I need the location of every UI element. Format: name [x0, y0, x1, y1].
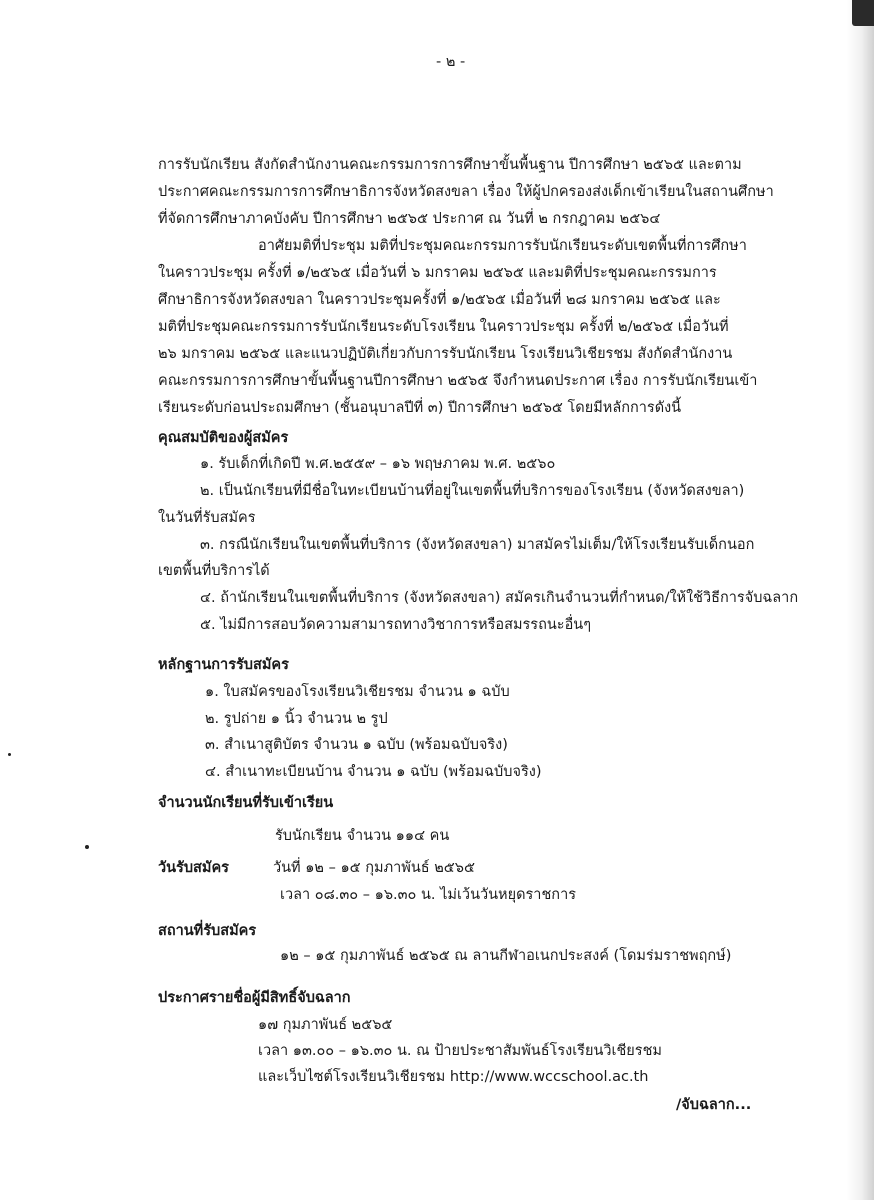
capacity-text: รับนักเรียน จำนวน ๑๑๔ คน	[275, 828, 450, 844]
scan-speck	[8, 753, 11, 756]
document-item-3: ๓. สำเนาสูติบัตร จำนวน ๑ ฉบับ (พร้อมฉบับจริง)	[205, 737, 508, 753]
application-time: เวลา ๐๘.๓๐ – ๑๖.๓๐ น. ไม่เว้นวันหยุดราชการ	[280, 887, 576, 903]
intro-line-2: ประกาศคณะกรรมการการศึกษาธิการจังหวัดสงขลา เรื่อง ให้ผู้ปกครองส่งเด็กเข้าเรียนในสถานศึกษา	[158, 184, 774, 200]
qualification-item-3: ๓. กรณีนักเรียนในเขตพื้นที่บริการ (จังหวัดสงขลา) มาสมัครไม่เต็ม/ให้โรงเรียนรับเด็กนอก	[200, 537, 755, 553]
intro-line-5: ในคราวประชุม ครั้งที่ ๑/๒๕๖๕ เมื่อวันที่ ๖ มกราคม ๒๕๖๕ และมติที่ประชุมคณะกรรมการ	[158, 265, 717, 281]
intro-line-8: ๒๖ มกราคม ๒๕๖๕ และแนวปฏิบัติเกี่ยวกับการรับนักเรียน โรงเรียนวิเชียรชม สังกัดสำนักงาน	[158, 346, 733, 362]
qualification-item-5: ๕. ไม่มีการสอบวัดความสามารถทางวิชาการหรือสมรรถนะอื่นๆ	[200, 617, 591, 633]
scan-speck	[85, 845, 89, 849]
documents-heading: หลักฐานการรับสมัคร	[158, 657, 289, 673]
qualification-item-3-cont: เขตพื้นที่บริการได้	[158, 563, 270, 579]
application-dates-heading: วันรับสมัคร	[158, 860, 229, 876]
qualification-item-2: ๒. เป็นนักเรียนที่มีชื่อในทะเบียนบ้านที่อยู่ในเขตพื้นที่บริการของโรงเรียน (จังหวัดสงขลา)	[200, 483, 745, 499]
qualification-item-4: ๔. ถ้านักเรียนในเขตพื้นที่บริการ (จังหวัดสงขลา) สมัครเกินจำนวนที่กำหนด/ให้ใช้วิธีการจับฉลาก	[200, 590, 799, 606]
document-item-4: ๔. สำเนาทะเบียนบ้าน จำนวน ๑ ฉบับ (พร้อมฉบับจริง)	[205, 764, 542, 780]
document-item-1: ๑. ใบสมัครของโรงเรียนวิเชียรชม จำนวน ๑ ฉบับ	[205, 684, 510, 700]
location-text: ๑๒ – ๑๕ กุมภาพันธ์ ๒๕๖๕ ณ ลานกีฬาอเนกประสงค์ (โดมร่มราชพฤกษ์)	[280, 948, 732, 964]
announcement-heading: ประกาศรายชื่อผู้มีสิทธิ์จับฉลาก	[158, 990, 351, 1006]
application-date: วันที่ ๑๒ – ๑๕ กุมภาพันธ์ ๒๕๖๕	[273, 860, 475, 876]
scan-shadow-edge	[846, 0, 874, 1200]
intro-line-3: ที่จัดการศึกษาภาคบังคับ ปีการศึกษา ๒๕๖๕ ประกาศ ณ วันที่ ๒ กรกฎาคม ๒๕๖๔	[158, 211, 661, 227]
announcement-website: และเว็บไซต์โรงเรียนวิเชียรชม http://www.wccschool.ac.th	[258, 1069, 649, 1085]
announcement-date: ๑๗ กุมภาพันธ์ ๒๕๖๕	[258, 1017, 393, 1033]
qualifications-heading: คุณสมบัติของผู้สมัคร	[158, 430, 289, 446]
location-heading: สถานที่รับสมัคร	[158, 923, 257, 939]
scan-corner-mark	[852, 0, 874, 26]
intro-line-9: คณะกรรมการการศึกษาขั้นพื้นฐานปีการศึกษา ๒๕๖๕ จึงกำหนดประกาศ เรื่อง การรับนักเรียนเข้า	[158, 373, 758, 389]
qualification-item-1: ๑. รับเด็กที่เกิดปี พ.ศ.๒๕๕๙ – ๑๖ พฤษภาคม พ.ศ. ๒๕๖๐	[200, 456, 556, 472]
intro-line-1: การรับนักเรียน สังกัดสำนักงานคณะกรรมการการศึกษาขั้นพื้นฐาน ปีการศึกษา ๒๕๖๕ และตาม	[158, 157, 742, 173]
announcement-time-place: เวลา ๑๓.๐๐ – ๑๖.๓๐ น. ณ ป้ายประชาสัมพันธ์โรงเรียนวิเชียรชม	[258, 1043, 662, 1059]
intro-line-4: อาศัยมติที่ประชุม มติที่ประชุมคณะกรรมการรับนักเรียนระดับเขตพื้นที่การศึกษา	[258, 238, 747, 254]
qualification-item-2-cont: ในวันที่รับสมัคร	[158, 510, 256, 526]
intro-line-10: เรียนระดับก่อนประถมศึกษา (ชั้นอนุบาลปีที่ ๓) ปีการศึกษา ๒๕๖๕ โดยมีหลักการดังนี้	[158, 400, 682, 416]
page-number: - ๒ -	[436, 54, 466, 70]
continuation-marker: /จับฉลาก...	[676, 1097, 752, 1113]
document-item-2: ๒. รูปถ่าย ๑ นิ้ว จำนวน ๒ รูป	[205, 711, 388, 727]
intro-line-6: ศึกษาธิการจังหวัดสงขลา ในคราวประชุมครั้งที่ ๑/๒๕๖๕ เมื่อวันที่ ๒๘ มกราคม ๒๕๖๕ และ	[158, 292, 721, 308]
intro-line-7: มติที่ประชุมคณะกรรมการรับนักเรียนระดับโรงเรียน ในคราวประชุม ครั้งที่ ๒/๒๕๖๕ เมื่อวันที่	[158, 319, 729, 335]
capacity-heading: จำนวนนักเรียนที่รับเข้าเรียน	[158, 795, 334, 811]
